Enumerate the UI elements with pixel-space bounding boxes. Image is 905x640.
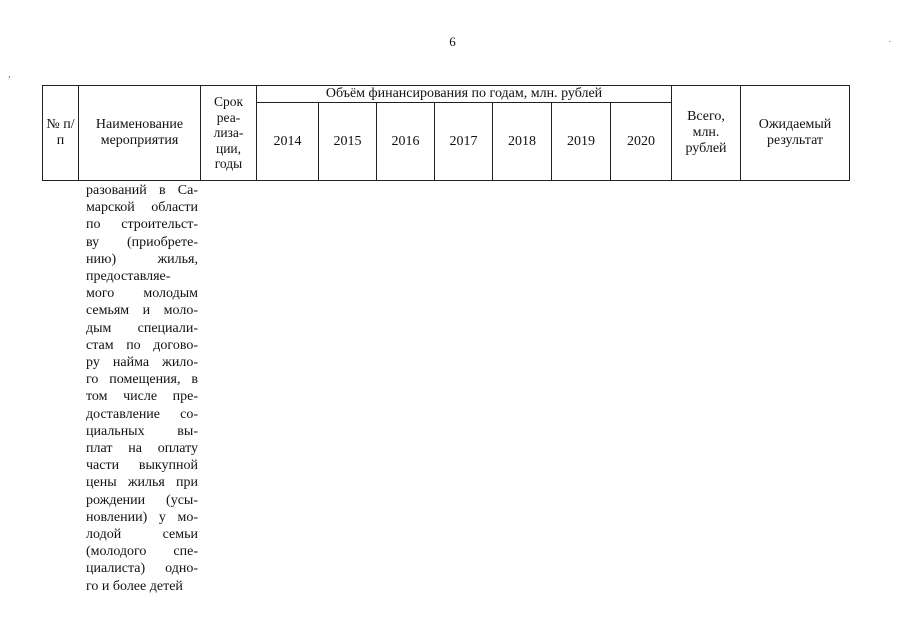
header-year: 2020: [611, 103, 672, 181]
text-line: дым специали-: [86, 320, 198, 336]
text-line: го и более детей: [86, 578, 183, 594]
header-year: 2018: [493, 103, 552, 181]
header-year: 2015: [319, 103, 377, 181]
text-line: ру найма жило-: [86, 355, 198, 371]
text-line: лодой семьи: [86, 527, 198, 543]
header-name: Наименование мероприятия: [79, 86, 201, 181]
header-year: 2019: [552, 103, 611, 181]
text-line: рождении (усы-: [86, 492, 198, 508]
funding-table-header: [42, 85, 850, 181]
header-result: Ожидаемый результат: [741, 86, 850, 181]
scan-speck: ·: [888, 36, 892, 48]
header-number: № п/п: [43, 86, 79, 181]
text-line: части выкупной: [86, 458, 198, 474]
text-line: плат на оплату: [86, 441, 198, 457]
scan-speck: ,: [8, 68, 11, 80]
header-term: Срок реа-лиза-ции, годы: [201, 86, 257, 181]
header-year: 2014: [257, 103, 319, 181]
text-line: предоставляе-: [86, 269, 171, 285]
header-total: Всего, млн. рублей: [672, 86, 741, 181]
text-line: цены жилья при: [86, 475, 198, 491]
text-line: семьям и моло-: [86, 303, 198, 319]
text-line: ву (приобрете-: [86, 234, 198, 250]
text-line: нию) жилья,: [86, 251, 198, 267]
header-year: 2016: [377, 103, 435, 181]
text-line: циалиста) одно-: [86, 561, 198, 577]
text-line: новлении) у мо-: [86, 509, 198, 525]
text-line: циальных вы-: [86, 423, 198, 439]
text-line: том числе пре-: [86, 389, 198, 405]
text-line: доставление со-: [86, 406, 198, 422]
text-line: го помещения, в: [86, 372, 198, 388]
header-funding-group: Объём финансирования по годам, млн. рублей: [257, 86, 672, 103]
text-line: по строительст-: [86, 217, 198, 233]
measure-name-continuation: [86, 182, 198, 595]
text-line: мого молодым: [86, 286, 198, 302]
text-line: (молодого спе-: [86, 544, 198, 560]
text-line: марской области: [86, 200, 198, 216]
header-year: 2017: [435, 103, 493, 181]
text-line: стам по догово-: [86, 337, 198, 353]
text-line: разований в Са-: [86, 183, 198, 198]
page-number: 6: [449, 34, 456, 49]
